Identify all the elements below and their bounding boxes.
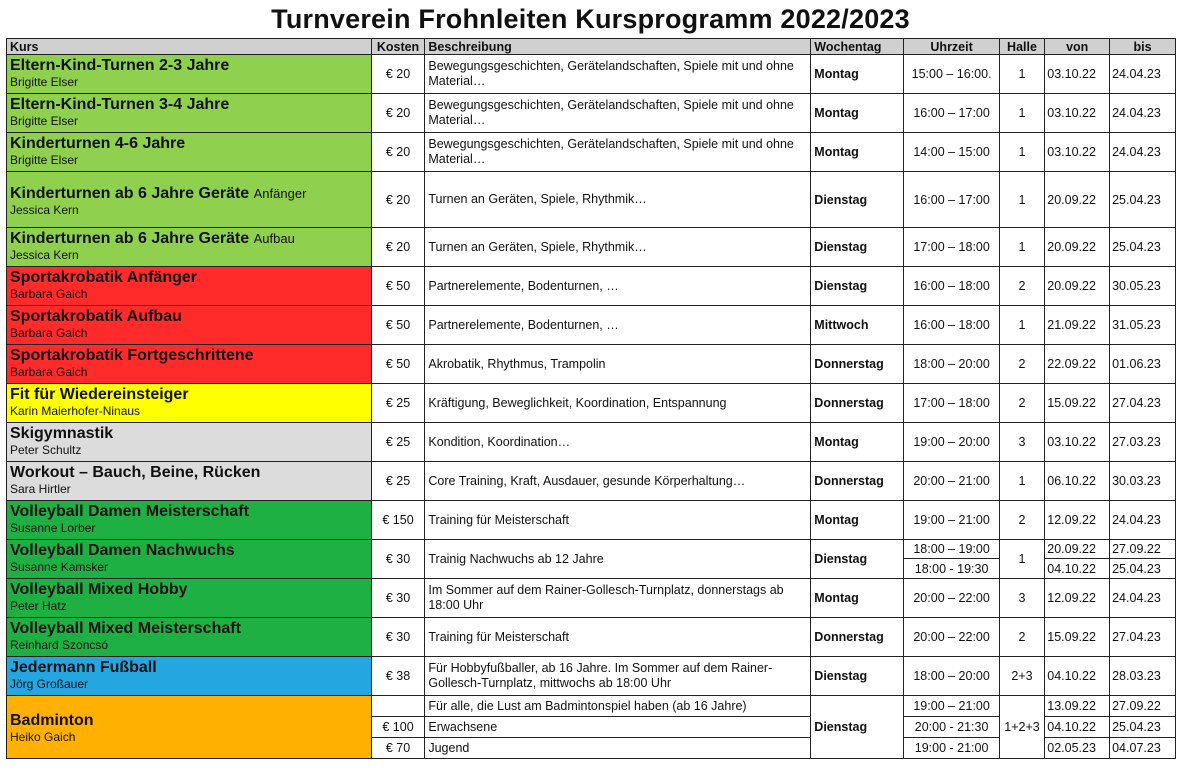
course-cell: [7, 172, 372, 228]
from-date-cell: 20.09.22: [1045, 540, 1110, 559]
course-name: Kinderturnen ab 6 Jahre Geräte: [10, 184, 250, 202]
trainer-name: Barbara Gaich: [10, 326, 88, 340]
course-name: Kinderturnen ab 6 Jahre Geräte: [10, 230, 250, 247]
to-date-cell: 25.04.23: [1110, 717, 1176, 738]
to-date-cell: 24.04.23: [1110, 501, 1176, 540]
course-cell: [7, 540, 372, 579]
weekday-cell: Montag: [811, 501, 904, 540]
cost-cell: € 38: [371, 657, 425, 696]
hall-cell: 2: [999, 618, 1045, 657]
from-date-cell: 03.10.22: [1045, 94, 1110, 133]
cost-cell: € 20: [371, 94, 425, 133]
to-date-cell: 27.09.22: [1110, 540, 1176, 559]
weekday-cell: Donnerstag: [811, 462, 904, 501]
cost-cell: € 50: [371, 267, 425, 306]
from-date-cell: 04.10.22: [1045, 559, 1110, 579]
description-cell: Partnerelemente, Bodenturnen, …: [425, 306, 811, 345]
course-cell: [7, 501, 372, 540]
weekday-cell: Donnerstag: [811, 618, 904, 657]
description-cell: Partnerelemente, Bodenturnen, …: [425, 267, 811, 306]
course-cell: [7, 228, 372, 267]
time-cell: 16:00 – 17:00: [904, 94, 999, 133]
cost-cell: € 20: [371, 55, 425, 94]
description-cell: Bewegungsgeschichten, Gerätelandschaften, Spiele mit und ohne Material…: [425, 133, 811, 172]
hall-cell: 1: [999, 228, 1045, 267]
time-cell: 18:00 – 20:00: [904, 345, 999, 384]
trainer-name: Peter Hatz: [10, 599, 67, 613]
table-row: [7, 306, 1176, 345]
description-cell: Core Training, Kraft, Ausdauer, gesunde Körperhaltung…: [425, 462, 811, 501]
table-row: [7, 618, 1176, 657]
course-name: Kinderturnen 4-6 Jahre: [10, 135, 186, 152]
trainer-name: Jessica Kern: [10, 248, 79, 262]
course-cell: [7, 55, 372, 94]
course-name: Eltern-Kind-Turnen 2-3 Jahre: [10, 57, 230, 74]
course-level: Aufbau: [253, 231, 295, 246]
time-cell: 18:00 – 20:00: [904, 657, 999, 696]
table-row: [7, 94, 1176, 133]
hall-cell: 3: [999, 423, 1045, 462]
cost-cell: € 30: [371, 579, 425, 618]
course-cell: [7, 579, 372, 618]
time-cell: 15:00 – 16:00.: [904, 55, 999, 94]
from-date-cell: 20.09.22: [1045, 228, 1110, 267]
from-date-cell: 03.10.22: [1045, 133, 1110, 172]
page-title: Turnverein Frohnleiten Kursprogramm 2022/2023: [271, 4, 910, 34]
table-row: [7, 540, 1176, 559]
from-date-cell: 13.09.22: [1045, 696, 1110, 717]
cost-cell: € 150: [371, 501, 425, 540]
hall-cell: 2: [999, 267, 1045, 306]
to-date-cell: 30.03.23: [1110, 462, 1176, 501]
time-cell: 20:00 - 21:30: [904, 717, 999, 738]
to-date-cell: 24.04.23: [1110, 133, 1176, 172]
to-date-cell: 27.03.23: [1110, 423, 1176, 462]
time-cell: 17:00 – 18:00: [904, 228, 999, 267]
weekday-cell: Dienstag: [811, 228, 904, 267]
cost-cell: € 70: [371, 738, 425, 759]
weekday-cell: Montag: [811, 133, 904, 172]
hall-cell: 1: [999, 462, 1045, 501]
cost-cell: € 30: [371, 540, 425, 579]
from-date-cell: 02.05.23: [1045, 738, 1110, 759]
to-date-cell: 25.04.23: [1110, 559, 1176, 579]
trainer-name: Heiko Gaich: [10, 730, 76, 744]
course-cell: [7, 306, 372, 345]
header-halle: Halle: [999, 39, 1045, 55]
cost-cell: [371, 696, 425, 717]
table-row: [7, 228, 1176, 267]
hall-cell: 1: [999, 94, 1045, 133]
description-cell: Für alle, die Lust am Badmintonspiel haben (ab 16 Jahre): [425, 696, 811, 717]
to-date-cell: 27.04.23: [1110, 618, 1176, 657]
hall-cell: 2: [999, 345, 1045, 384]
time-cell: 19:00 – 21:00: [904, 501, 999, 540]
course-name: Eltern-Kind-Turnen 3-4 Jahre: [10, 96, 230, 113]
weekday-cell: Dienstag: [811, 172, 904, 228]
to-date-cell: 24.04.23: [1110, 579, 1176, 618]
hall-cell: 3: [999, 579, 1045, 618]
weekday-cell: Donnerstag: [811, 384, 904, 423]
to-date-cell: 30.05.23: [1110, 267, 1176, 306]
from-date-cell: 04.10.22: [1045, 717, 1110, 738]
hall-cell: 1: [999, 306, 1045, 345]
course-name-line: [10, 185, 367, 203]
trainer-name: Brigitte Elser: [10, 153, 79, 167]
description-cell: Kräftigung, Beweglichkeit, Koordination, Entspannung: [425, 384, 811, 423]
trainer-name: Susanne Lorber: [10, 521, 96, 535]
hall-cell: 1: [999, 55, 1045, 94]
table-row: [7, 579, 1176, 618]
from-date-cell: 21.09.22: [1045, 306, 1110, 345]
time-cell: 20:00 – 22:00: [904, 579, 999, 618]
cost-cell: € 20: [371, 133, 425, 172]
trainer-name: Sara Hirtler: [10, 482, 71, 496]
from-date-cell: 22.09.22: [1045, 345, 1110, 384]
header-kosten: Kosten: [371, 39, 425, 55]
to-date-cell: 25.04.23: [1110, 172, 1176, 228]
cost-cell: € 30: [371, 618, 425, 657]
cost-cell: € 20: [371, 172, 425, 228]
course-name: Volleyball Mixed Hobby: [10, 581, 188, 598]
weekday-cell: Dienstag: [811, 696, 904, 759]
course-level: Anfänger: [253, 185, 307, 201]
course-name: Badminton: [10, 712, 94, 729]
weekday-cell: Montag: [811, 423, 904, 462]
course-name-line: [10, 230, 367, 248]
time-cell: 19:00 - 21:00: [904, 738, 999, 759]
to-date-cell: 25.04.23: [1110, 228, 1176, 267]
hall-cell: 1+2+3: [999, 696, 1045, 759]
cost-cell: € 100: [371, 717, 425, 738]
cost-cell: € 50: [371, 306, 425, 345]
hall-cell: 1: [999, 540, 1045, 579]
description-cell: Bewegungsgeschichten, Gerätelandschaften, Spiele mit und ohne Material…: [425, 55, 811, 94]
header-wochentag: Wochentag: [811, 39, 904, 55]
from-date-cell: 03.10.22: [1045, 55, 1110, 94]
weekday-cell: Montag: [811, 579, 904, 618]
header-beschreibung: Beschreibung: [425, 39, 811, 55]
course-name: Sportakrobatik Aufbau: [10, 308, 182, 325]
time-cell: 19:00 – 20:00: [904, 423, 999, 462]
from-date-cell: 12.09.22: [1045, 579, 1110, 618]
hall-cell: 1: [999, 172, 1045, 228]
to-date-cell: 31.05.23: [1110, 306, 1176, 345]
hall-cell: 1: [999, 133, 1045, 172]
time-cell: 18:00 - 19:30: [904, 559, 999, 579]
description-cell: Training für Meisterschaft: [425, 501, 811, 540]
description-cell: Jugend: [425, 738, 811, 759]
table-row: [7, 55, 1176, 94]
course-table: [6, 38, 1176, 759]
description-cell: Kondition, Koordination…: [425, 423, 811, 462]
from-date-cell: 15.09.22: [1045, 618, 1110, 657]
description-cell: Turnen an Geräten, Spiele, Rhythmik…: [425, 228, 811, 267]
time-cell: 20:00 – 22:00: [904, 618, 999, 657]
cost-cell: € 25: [371, 423, 425, 462]
course-name: Jedermann Fußball: [10, 659, 157, 676]
trainer-name: Susanne Kamsker: [10, 560, 109, 574]
course-name: Volleyball Mixed Meisterschaft: [10, 620, 241, 637]
to-date-cell: 27.04.23: [1110, 384, 1176, 423]
table-row: [7, 133, 1176, 172]
course-cell: [7, 94, 372, 133]
to-date-cell: 27.09.22: [1110, 696, 1176, 717]
description-cell: Bewegungsgeschichten, Gerätelandschaften, Spiele mit und ohne Material…: [425, 94, 811, 133]
cost-cell: € 25: [371, 462, 425, 501]
course-cell: [7, 423, 372, 462]
weekday-cell: Dienstag: [811, 657, 904, 696]
course-cell: [7, 267, 372, 306]
cost-cell: € 50: [371, 345, 425, 384]
weekday-cell: Montag: [811, 55, 904, 94]
to-date-cell: 04.07.23: [1110, 738, 1176, 759]
description-cell: Im Sommer auf dem Rainer-Gollesch-Turnplatz, donnerstags ab 18:00 Uhr: [425, 579, 811, 618]
weekday-cell: Dienstag: [811, 267, 904, 306]
description-cell: Turnen an Geräten, Spiele, Rhythmik…: [425, 172, 811, 228]
course-cell: [7, 133, 372, 172]
weekday-cell: Donnerstag: [811, 345, 904, 384]
table-row: [7, 423, 1176, 462]
hall-cell: 2+3: [999, 657, 1045, 696]
course-name: Volleyball Damen Meisterschaft: [10, 503, 249, 520]
description-cell: Für Hobbyfußballer, ab 16 Jahre. Im Sommer auf dem Rainer-Gollesch-Turnplatz, mittwochs ab 18:00 Uhr: [425, 657, 811, 696]
to-date-cell: 24.04.23: [1110, 94, 1176, 133]
trainer-name: Barbara Gaich: [10, 365, 88, 379]
to-date-cell: 28.03.23: [1110, 657, 1176, 696]
time-cell: 18:00 – 19:00: [904, 540, 999, 559]
cost-cell: € 20: [371, 228, 425, 267]
trainer-name: Brigitte Elser: [10, 114, 79, 128]
trainer-name: Peter Schultz: [10, 443, 82, 457]
description-cell: Erwachsene: [425, 717, 811, 738]
course-name: Sportakrobatik Fortgeschrittene: [10, 347, 254, 364]
trainer-name: Barbara Gaich: [10, 287, 88, 301]
from-date-cell: 06.10.22: [1045, 462, 1110, 501]
to-date-cell: 01.06.23: [1110, 345, 1176, 384]
time-cell: 16:00 – 18:00: [904, 306, 999, 345]
course-cell: [7, 696, 372, 759]
course-name: Skigymnastik: [10, 425, 114, 442]
hall-cell: 2: [999, 384, 1045, 423]
trainer-name: Brigitte Elser: [10, 75, 79, 89]
course-cell: [7, 384, 372, 423]
table-row: [7, 345, 1176, 384]
from-date-cell: 04.10.22: [1045, 657, 1110, 696]
weekday-cell: Montag: [811, 94, 904, 133]
trainer-name: Jessica Kern: [10, 202, 79, 217]
course-cell: [7, 618, 372, 657]
course-cell: [7, 657, 372, 696]
header-von: von: [1045, 39, 1110, 55]
trainer-name: Jörg Großauer: [10, 677, 89, 691]
course-name: Sportakrobatik Anfänger: [10, 269, 197, 286]
time-cell: 16:00 – 17:00: [904, 172, 999, 228]
table-row: [7, 696, 1176, 717]
description-cell: Training für Meisterschaft: [425, 618, 811, 657]
from-date-cell: 03.10.22: [1045, 423, 1110, 462]
header-kurs: Kurs: [7, 39, 372, 55]
time-cell: 20:00 – 21:00: [904, 462, 999, 501]
cost-cell: € 25: [371, 384, 425, 423]
to-date-cell: 24.04.23: [1110, 55, 1176, 94]
trainer-name: Reinhard Szoncsó: [10, 638, 109, 652]
time-cell: 17:00 – 18:00: [904, 384, 999, 423]
from-date-cell: 20.09.22: [1045, 267, 1110, 306]
from-date-cell: 12.09.22: [1045, 501, 1110, 540]
description-cell: Akrobatik, Rhythmus, Trampolin: [425, 345, 811, 384]
course-name: Workout – Bauch, Beine, Rücken: [10, 464, 261, 481]
header-bis: bis: [1110, 39, 1176, 55]
description-cell: Trainig Nachwuchs ab 12 Jahre: [425, 540, 811, 579]
table-row: [7, 267, 1176, 306]
time-cell: 14:00 – 15:00: [904, 133, 999, 172]
course-cell: [7, 462, 372, 501]
weekday-cell: Dienstag: [811, 540, 904, 579]
table-row: [7, 462, 1176, 501]
table-row: [7, 172, 1176, 228]
table-row: [7, 501, 1176, 540]
header-uhrzeit: Uhrzeit: [904, 39, 999, 55]
trainer-name: Karin Maierhofer-Ninaus: [10, 404, 141, 418]
from-date-cell: 15.09.22: [1045, 384, 1110, 423]
time-cell: 19:00 – 21:00: [904, 696, 999, 717]
table-row: [7, 384, 1176, 423]
table-row: [7, 657, 1176, 696]
course-cell: [7, 345, 372, 384]
weekday-cell: Mittwoch: [811, 306, 904, 345]
course-name: Volleyball Damen Nachwuchs: [10, 542, 235, 559]
table-header-row: [7, 39, 1176, 55]
from-date-cell: 20.09.22: [1045, 172, 1110, 228]
hall-cell: 2: [999, 501, 1045, 540]
time-cell: 16:00 – 18:00: [904, 267, 999, 306]
course-name: Fit für Wiedereinsteiger: [10, 386, 189, 403]
